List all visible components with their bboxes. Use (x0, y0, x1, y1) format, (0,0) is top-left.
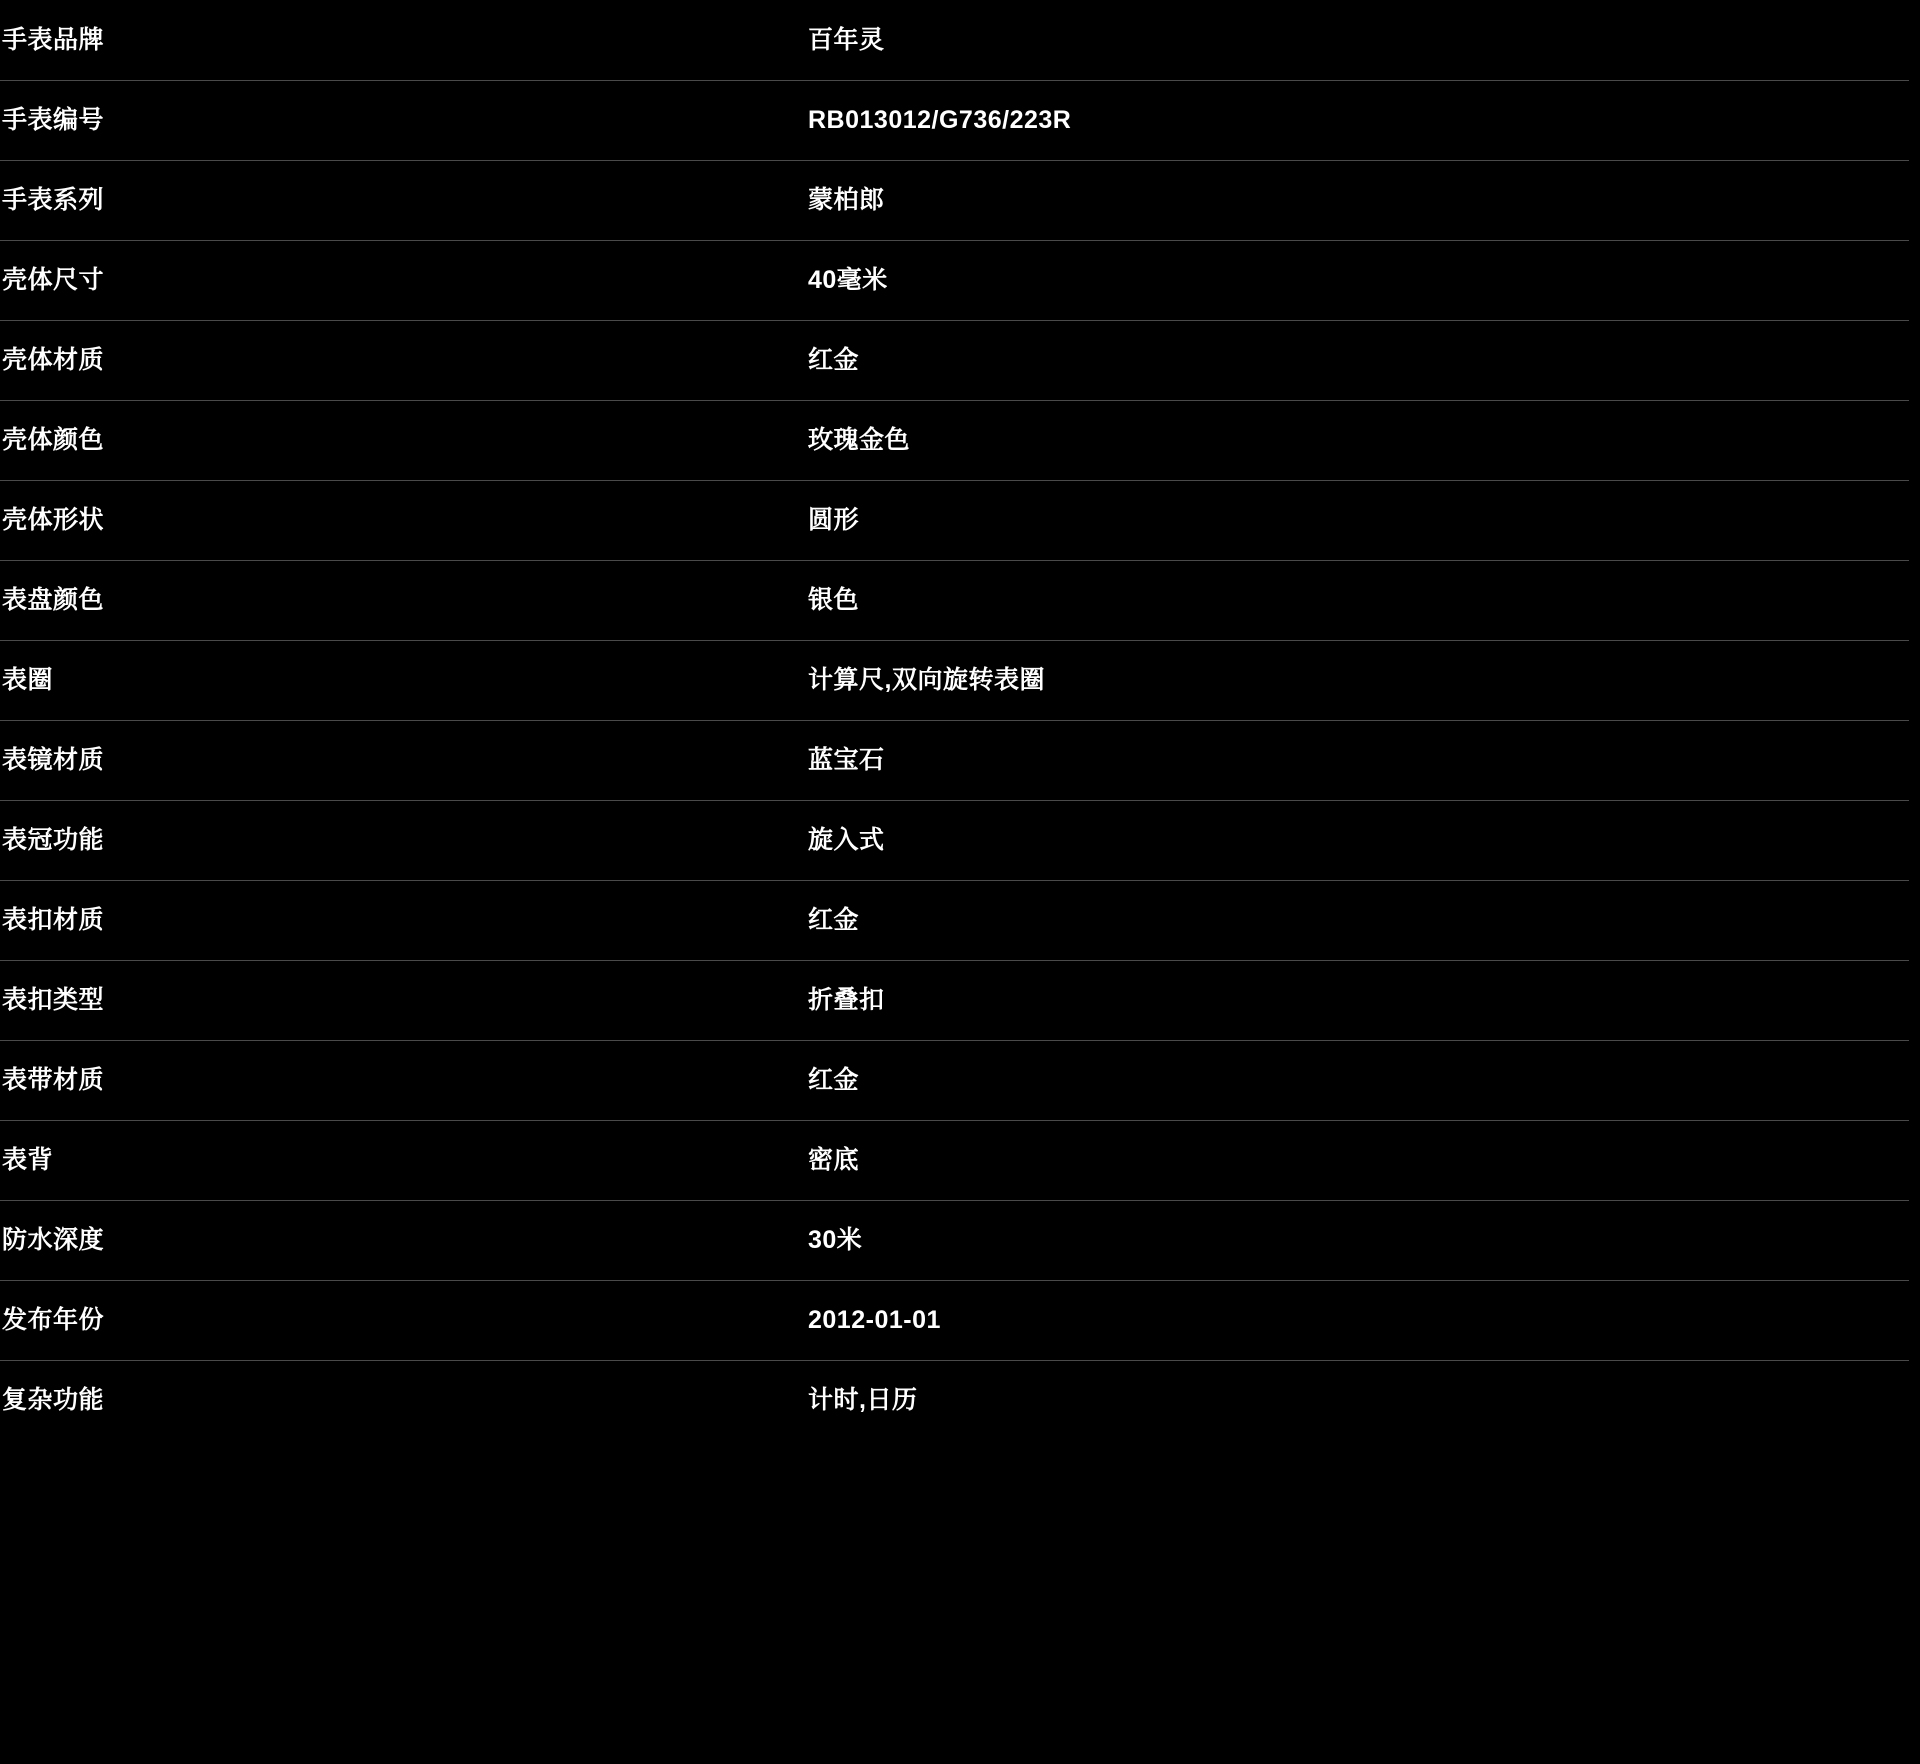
table-row (0, 320, 1909, 400)
spec-value: 百年灵 (405, 0, 1909, 80)
table-row (0, 80, 1909, 160)
table-row (0, 1040, 1909, 1120)
table-row (0, 560, 1909, 640)
spec-value: 红金 (405, 880, 1909, 960)
spec-value: 圆形 (405, 480, 1909, 560)
spec-label: 壳体尺寸 (0, 240, 405, 320)
table-row (0, 1280, 1909, 1360)
spec-value: 红金 (405, 1040, 1909, 1120)
table-row (0, 880, 1909, 960)
spec-value: 2012-01-01 (405, 1280, 1909, 1360)
spec-value: 折叠扣 (405, 960, 1909, 1040)
table-row (0, 1200, 1909, 1280)
spec-label: 手表系列 (0, 160, 405, 240)
spec-label: 手表品牌 (0, 0, 405, 80)
spec-label: 表扣材质 (0, 880, 405, 960)
spec-label: 表冠功能 (0, 800, 405, 880)
spec-value: 银色 (405, 560, 1909, 640)
spec-label: 壳体材质 (0, 320, 405, 400)
spec-label: 表背 (0, 1120, 405, 1200)
table-row (0, 0, 1909, 80)
table-row (0, 800, 1909, 880)
table-row (0, 1360, 1909, 1440)
spec-label: 壳体形状 (0, 480, 405, 560)
spec-label: 表带材质 (0, 1040, 405, 1120)
spec-value: 密底 (405, 1120, 1909, 1200)
spec-value: 蒙柏郎 (405, 160, 1909, 240)
spec-label: 表盘颜色 (0, 560, 405, 640)
spec-value: RB013012/G736/223R (405, 80, 1909, 160)
spec-value: 旋入式 (405, 800, 1909, 880)
table-row (0, 240, 1909, 320)
spec-label: 复杂功能 (0, 1360, 405, 1440)
spec-label: 手表编号 (0, 80, 405, 160)
spec-value: 计算尺,双向旋转表圈 (405, 640, 1909, 720)
spec-label: 表扣类型 (0, 960, 405, 1040)
spec-value: 蓝宝石 (405, 720, 1909, 800)
spec-value: 玫瑰金色 (405, 400, 1909, 480)
table-row (0, 160, 1909, 240)
spec-label: 壳体颜色 (0, 400, 405, 480)
spec-value: 计时,日历 (405, 1360, 1909, 1440)
table-row (0, 640, 1909, 720)
spec-value: 30米 (405, 1200, 1909, 1280)
table-row (0, 720, 1909, 800)
table-row (0, 1120, 1909, 1200)
table-row (0, 400, 1909, 480)
spec-label: 表镜材质 (0, 720, 405, 800)
spec-value: 40毫米 (405, 240, 1909, 320)
table-row (0, 960, 1909, 1040)
table-row (0, 480, 1909, 560)
spec-label: 表圈 (0, 640, 405, 720)
spec-label: 发布年份 (0, 1280, 405, 1360)
spec-label: 防水深度 (0, 1200, 405, 1280)
spec-value: 红金 (405, 320, 1909, 400)
